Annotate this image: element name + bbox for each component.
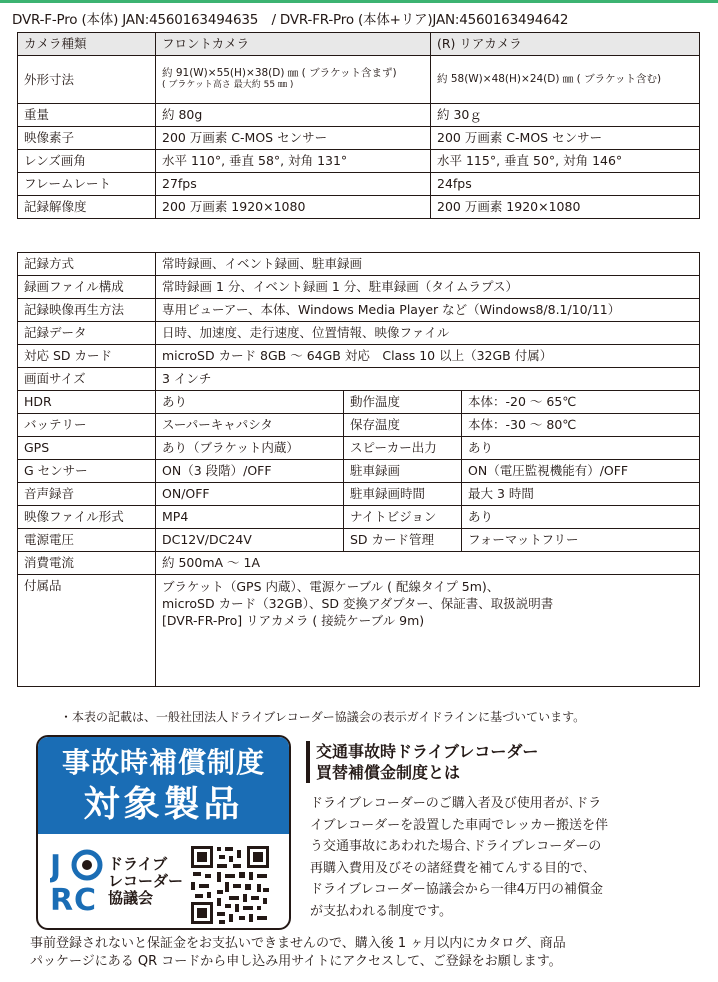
row-label-2: 駐車録画 [344, 460, 462, 483]
row-value: あり（ブラケット内蔵） [156, 437, 344, 460]
front-value: 27fps [156, 173, 431, 196]
row-value: ON/OFF [156, 483, 344, 506]
jdrc-letters-icon [50, 848, 104, 914]
rear-value: 200 万画素 C-MOS センサー [431, 127, 700, 150]
logo-text-line: ドライブ [108, 855, 168, 873]
table-row [18, 460, 700, 483]
logo-text-line: レコーダー [108, 872, 184, 890]
table-row [18, 414, 700, 437]
row-label: 映像ファイル形式 [18, 506, 156, 529]
registration-footer [30, 935, 566, 971]
section-body-line: 再購入費用及びその諸経費を補てんする目的で､ [310, 860, 590, 876]
logo-d-lens [82, 860, 92, 870]
row-label: 対応 SD カード [18, 345, 156, 368]
rear-value: 約 58(W)×48(H)×24(D) ㎜ ( ブラケット含む) [431, 56, 700, 104]
row-value-2: 本体：-30 〜 80℃ [462, 414, 700, 437]
front-value: 200 万画素 C-MOS センサー [156, 127, 431, 150]
jdrc-logo-text [108, 856, 183, 907]
table-row [18, 345, 700, 368]
front-value: 水平 110°, 垂直 58°, 対角 131° [156, 150, 431, 173]
qr-code-icon[interactable] [189, 844, 271, 926]
row-value: 常時録画、イベント録画、駐車録画 [156, 253, 700, 276]
row-label: 録画ファイル構成 [18, 276, 156, 299]
row-label: 重量 [18, 104, 156, 127]
table-row [18, 368, 700, 391]
row-label: レンズ画角 [18, 150, 156, 173]
table-header-row [18, 33, 700, 56]
compensation-badge [36, 735, 291, 930]
row-value-2: フォーマットフリー [462, 529, 700, 552]
section-body-line: う交通事故にあわれた場合､ドライブレコーダーの [310, 839, 602, 854]
row-value: DC12V/DC24V [156, 529, 344, 552]
footer-line: パッケージにある QR コードから申し込み用サイトにアクセスして、ご登録をお願します。 [30, 954, 562, 969]
table-row [18, 529, 700, 552]
front-value: 約 80g [156, 104, 431, 127]
row-label: 消費電流 [18, 552, 156, 575]
table-row [18, 483, 700, 506]
row-label: HDR [18, 391, 156, 414]
row-value-2: 本体：-20 〜 65℃ [462, 391, 700, 414]
row-value: 日時、加速度、走行速度、位置情報、映像ファイル [156, 322, 700, 345]
logo-letter-c: C [74, 883, 97, 914]
rear-value: 水平 115°, 垂直 50°, 対角 146° [431, 150, 700, 173]
section-body-line: ドライブレコーダーのご購入者及び使用者が､ドラ [310, 796, 602, 811]
row-label: バッテリー [18, 414, 156, 437]
row-label: G センサー [18, 460, 156, 483]
front-dimensions: 約 91(W)×55(H)×38(D) ㎜ ( ブラケット含まず) [162, 67, 397, 80]
logo-letter-j: J [50, 849, 62, 884]
section-title-line1: 交通事故時ドライブレコーダー [316, 742, 539, 761]
general-spec-table [17, 252, 700, 687]
accessory-line: microSD カード（32GB）、SD 変換アダプター、保証書、取扱説明書 [162, 596, 554, 611]
table-row [18, 173, 700, 196]
row-label: 画面サイズ [18, 368, 156, 391]
row-value: 3 インチ [156, 368, 700, 391]
row-value-2: 最大 3 時間 [462, 483, 700, 506]
row-value: 常時録画 1 分、イベント録画 1 分、駐車録画（タイムラプス） [156, 276, 700, 299]
row-label-2: 動作温度 [344, 391, 462, 414]
row-label: 記録映像再生方法 [18, 299, 156, 322]
row-label-2: スピーカー出力 [344, 437, 462, 460]
model-jan-header: DVR-F-Pro (本体) JAN:4560163494635 / DVR-FR-Pro (本体+リア)JAN:4560163494642 [12, 12, 569, 28]
top-accent-bar [0, 0, 718, 3]
front-value [156, 56, 431, 104]
front-dimensions-note: ( ブラケット高さ 最大約 55 ㎜ ) [162, 80, 294, 91]
row-label: 電源電圧 [18, 529, 156, 552]
badge-bottom [38, 834, 289, 928]
table-row [18, 56, 700, 104]
row-value: MP4 [156, 506, 344, 529]
guideline-note: ・本表の記載は、一般社団法人ドライブレコーダー協議会の表示ガイドラインに基づいています。 [60, 710, 586, 724]
table-row [18, 552, 700, 575]
logo-letter-r: R [50, 883, 74, 914]
badge-banner [38, 737, 289, 834]
row-label: フレームレート [18, 173, 156, 196]
table-row [18, 299, 700, 322]
table-row [18, 196, 700, 219]
header-camera-type: カメラ種類 [18, 33, 156, 56]
table-row [18, 127, 700, 150]
row-label: 記録データ [18, 322, 156, 345]
section-title-line2: 買替補償金制度とは [316, 763, 461, 782]
row-label-2: 保存温度 [344, 414, 462, 437]
row-value: microSD カード 8GB 〜 64GB 対応 Class 10 以上（32GB 付属） [156, 345, 700, 368]
footer-line: 事前登録されないと保証金をお支払いできませんので、購入後 1 ヶ月以内にカタログ、商品 [30, 936, 566, 951]
row-label-2: ナイトビジョン [344, 506, 462, 529]
badge-title-line1: 事故時補償制度 [61, 746, 265, 779]
logo-text-line: 協議会 [108, 889, 154, 907]
header-rear-camera: (R) リアカメラ [431, 33, 700, 56]
row-label-2: SD カード管理 [344, 529, 462, 552]
table-row [18, 322, 700, 345]
row-label: 記録方式 [18, 253, 156, 276]
jdrc-logo-mark [50, 848, 104, 914]
table-row [18, 391, 700, 414]
jdrc-logo [50, 848, 184, 914]
rear-value: 200 万画素 1920×1080 [431, 196, 700, 219]
row-value-2: あり [462, 437, 700, 460]
table-row [18, 437, 700, 460]
rear-value: 24fps [431, 173, 700, 196]
row-label: 外形寸法 [18, 56, 156, 104]
table-row [18, 104, 700, 127]
row-value: あり [156, 391, 344, 414]
row-label: 映像素子 [18, 127, 156, 150]
camera-spec-table [17, 32, 700, 219]
section-title [306, 741, 538, 783]
front-value: 200 万画素 1920×1080 [156, 196, 431, 219]
section-body-line: が支払われる制度です。 [310, 903, 452, 919]
section-body-line: ドライブレコーダー協議会から一律4万円の補償金 [310, 882, 603, 897]
accessories-row [18, 575, 700, 687]
section-body [310, 793, 705, 922]
row-label-2: 駐車録画時間 [344, 483, 462, 506]
row-label: 記録解像度 [18, 196, 156, 219]
header-front-camera: フロントカメラ [156, 33, 431, 56]
table-row [18, 150, 700, 173]
section-body-line: イブレコーダーを設置した車両でレッカー搬送を伴 [310, 817, 608, 833]
accessory-line: ブラケット（GPS 内蔵）、電源ケーブル ( 配線タイプ 5m)、 [162, 579, 500, 594]
table-row [18, 253, 700, 276]
row-value-2: あり [462, 506, 700, 529]
row-value: 約 500mA 〜 1A [156, 552, 700, 575]
row-value: 専用ビューアー、本体、Windows Media Player など（Windows8/8.1/10/11） [156, 299, 700, 322]
row-value-2: ON（電圧監視機能有）/OFF [462, 460, 700, 483]
row-value: ON（3 段階）/OFF [156, 460, 344, 483]
row-label: GPS [18, 437, 156, 460]
table-row [18, 276, 700, 299]
accessory-line: [DVR-FR-Pro] リアカメラ ( 接続ケーブル 9m) [162, 613, 425, 628]
accessories-value [156, 575, 700, 687]
row-value: スーパーキャパシタ [156, 414, 344, 437]
badge-title-line2: 対象製品 [83, 784, 244, 825]
rear-value: 約 30ｇ [431, 104, 700, 127]
row-label: 音声録音 [18, 483, 156, 506]
row-label: 付属品 [18, 575, 156, 687]
table-row [18, 506, 700, 529]
